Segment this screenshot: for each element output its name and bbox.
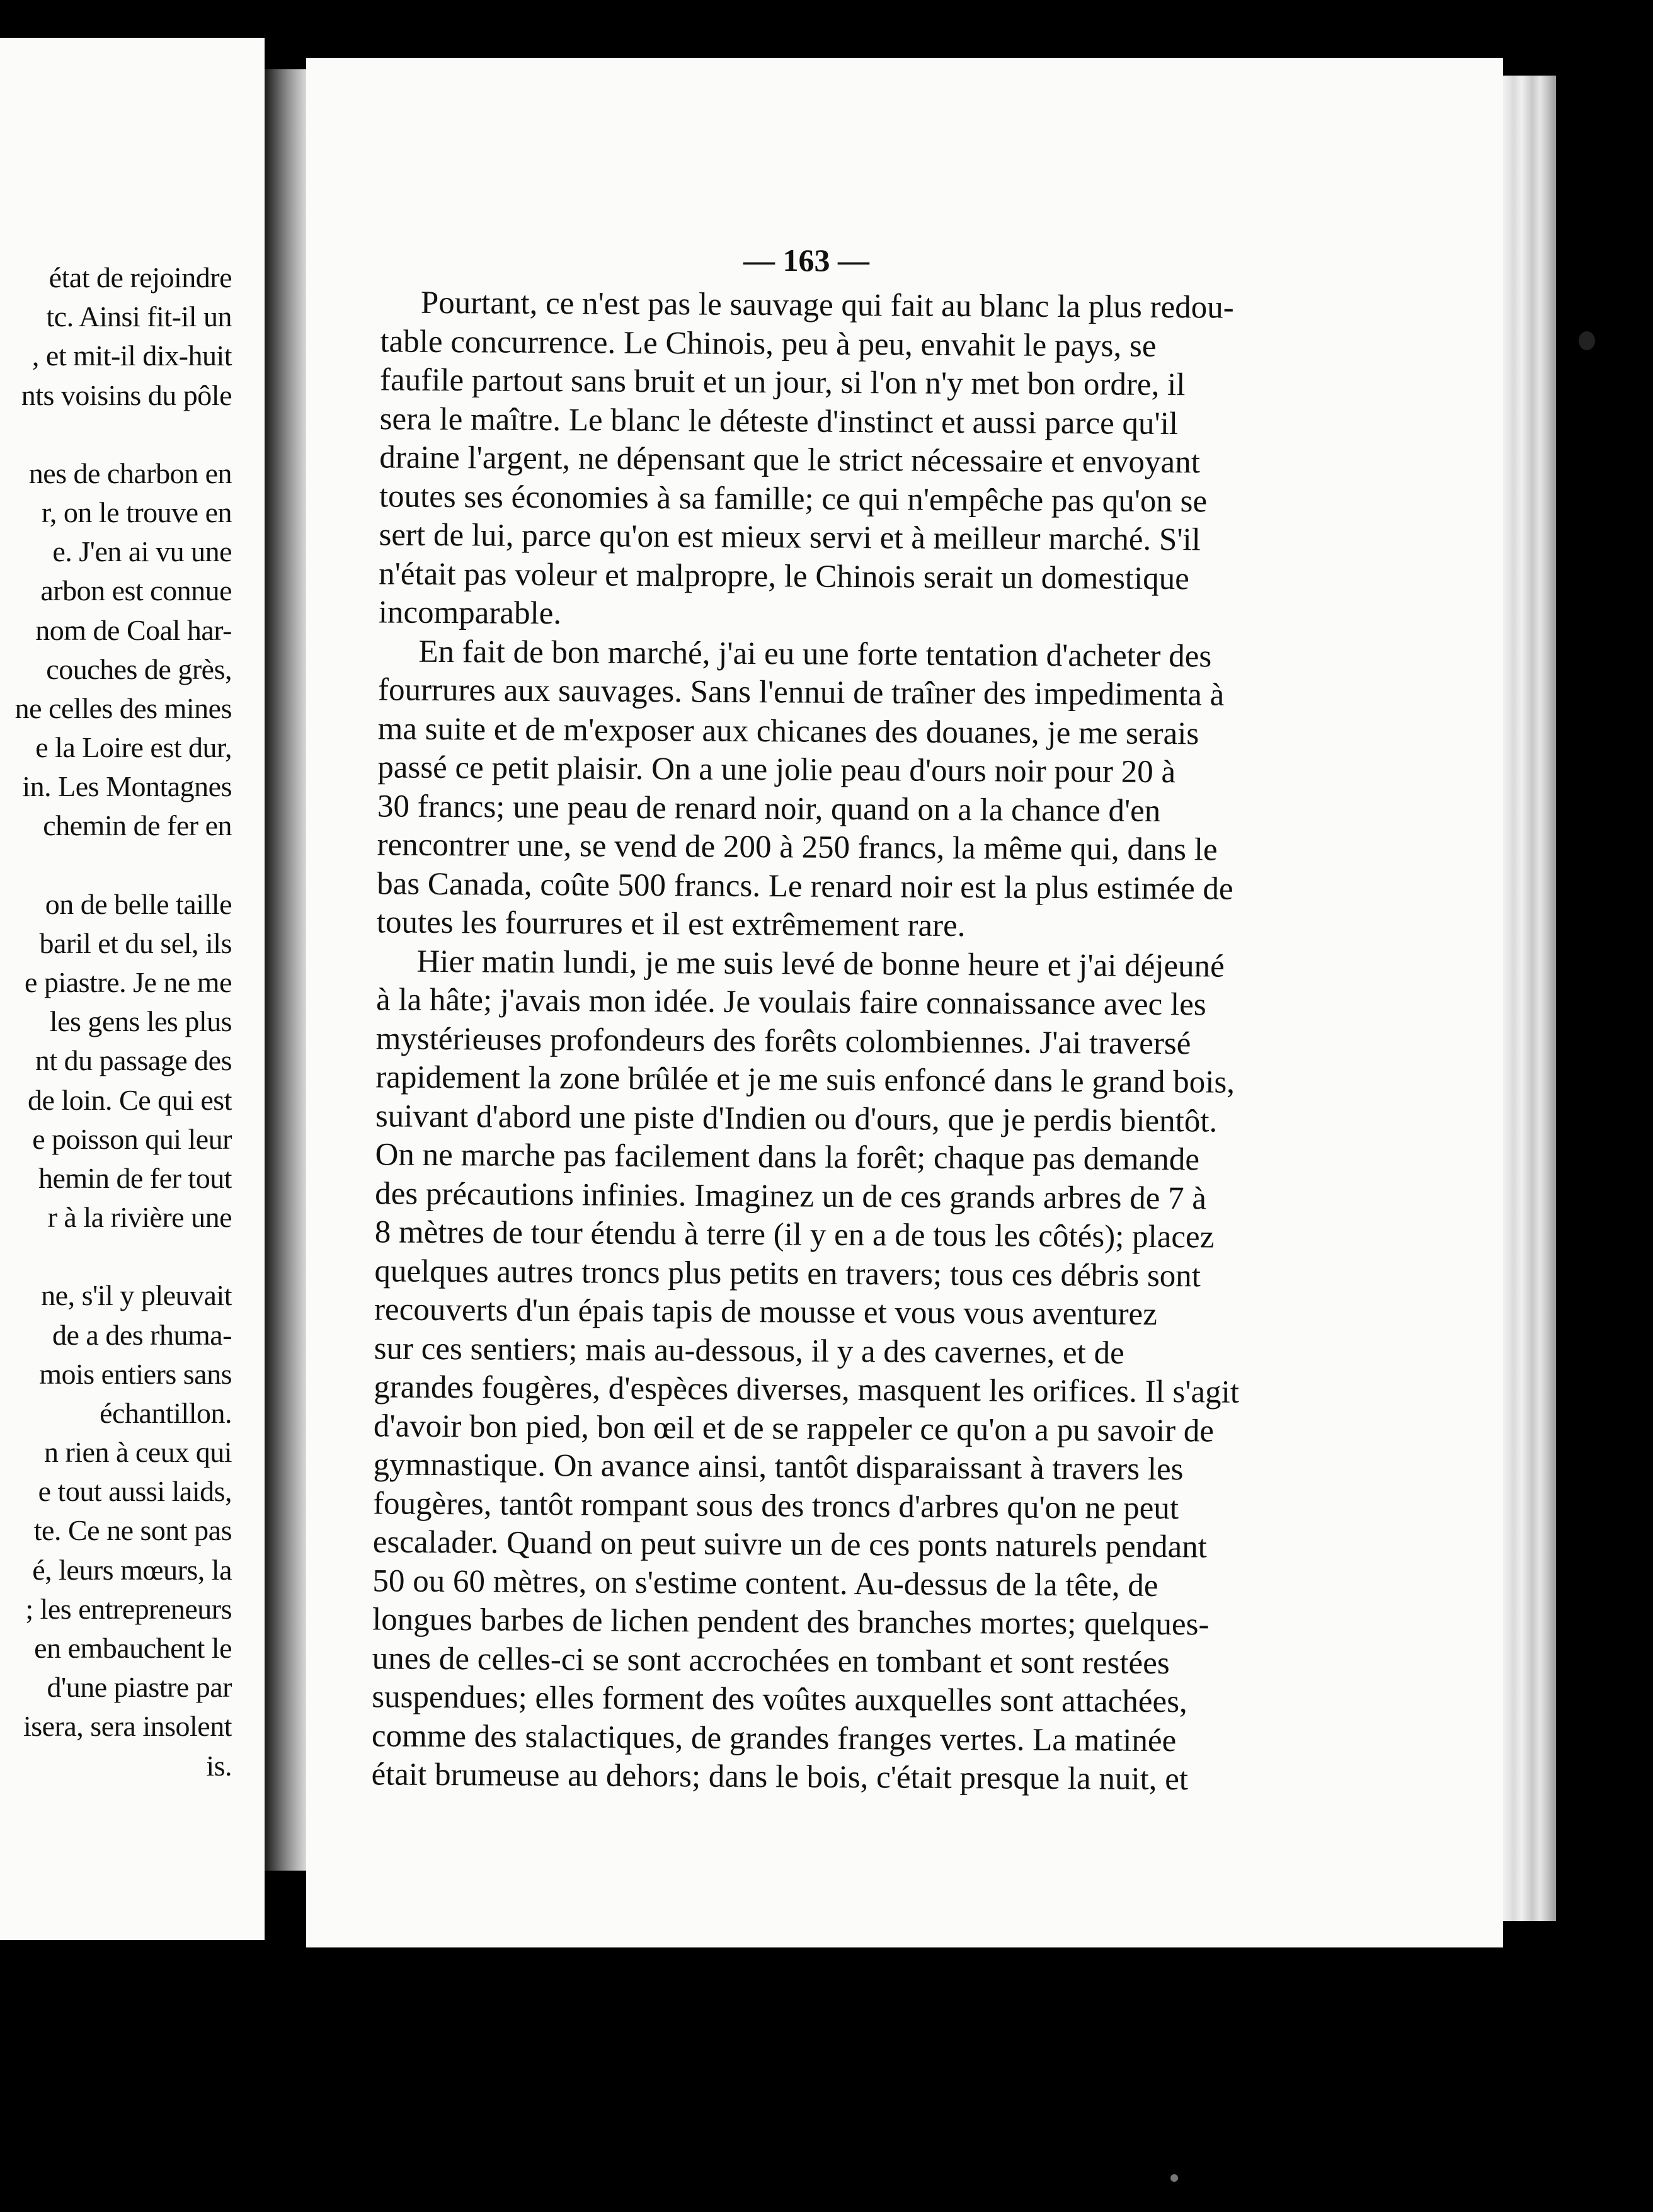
paragraph-gap	[0, 415, 232, 454]
text-line: état de rejoindre	[49, 261, 232, 294]
text-line: draine l'argent, ne dépensant que le strict nécessaire et envoyant	[379, 440, 1201, 481]
text-line: fougères, tantôt rompant sous des troncs d'arbres qu'on ne peut	[372, 1485, 1179, 1526]
paragraph-forest-walk	[331, 942, 1262, 1799]
page-edges	[1503, 76, 1556, 1921]
text-line: échantillon.	[100, 1396, 232, 1429]
text-line: couches de grès,	[46, 653, 232, 685]
text-line: bas Canada, coûte 500 francs. Le renard noir est la plus estimée de	[377, 865, 1233, 907]
text-line: e tout aussi laids,	[38, 1475, 232, 1508]
text-line: rapidement la zone brûlée et je me suis enfoncé dans le grand bois,	[375, 1059, 1235, 1100]
text-line: suivant d'abord une piste d'Indien ou d'ours, que je perdis bientôt.	[375, 1098, 1218, 1139]
text-line: table concurrence. Le Chinois, peu à peu, envahit le pays, se	[380, 323, 1157, 364]
paragraph-fur-trade	[336, 632, 1264, 947]
text-line: e. J'en ai vu une	[52, 535, 232, 568]
text-line: mois entiers sans	[39, 1357, 232, 1390]
text-line: Pourtant, ce n'est pas le sauvage qui fait au blanc la plus redou-	[420, 285, 1234, 326]
text-line: 8 mètres de tour étendu à terre (il y en a de tous les côtés); placez	[374, 1214, 1215, 1255]
text-line: n rien à ceux qui	[43, 1436, 232, 1469]
text-line: hemin de fer tout	[38, 1161, 232, 1194]
text-line: e poisson qui leur	[32, 1122, 232, 1155]
text-line: ma suite et de m'exposer aux chicanes des douanes, je me serais	[377, 710, 1199, 751]
text-line: de loin. Ce qui est	[28, 1083, 232, 1116]
text-line: des précautions infinies. Imaginez un de ces grands arbres de 7 à	[375, 1175, 1207, 1216]
text-line: 50 ou 60 mètres, on s'estime content. Au-dessus de la tête, de	[372, 1563, 1158, 1604]
text-line: chemin de fer en	[43, 809, 232, 842]
paragraph-chinese-competition	[338, 283, 1266, 637]
text-line: 30 francs; une peau de renard noir, quand on a la chance d'en	[377, 788, 1161, 829]
text-line: in. Les Montagnes	[22, 770, 232, 803]
text-line: toutes ses économies à sa famille; ce qui n'empêche pas qu'on se	[379, 478, 1208, 519]
text-line: à la hâte; j'avais mon idée. Je voulais faire connaissance avec les	[375, 982, 1206, 1023]
text-line: baril et du sel, ils	[39, 926, 232, 959]
text-line: escalader. Quand on peut suivre un de ces ponts naturels pendant	[372, 1524, 1208, 1565]
page-body-text	[331, 283, 1266, 1799]
text-line: était brumeuse au dehors; dans le bois, c'était presque la nuit, et	[371, 1757, 1189, 1798]
text-line: ne celles des mines	[14, 692, 232, 724]
text-line: toutes les fourrures et il est extrêmement rare.	[376, 904, 966, 944]
text-line: recouverts d'un épais tapis de mousse et vous vous aventurez	[374, 1292, 1157, 1332]
text-line: suspendues; elles forment des voûtes auxquelles sont attachées,	[372, 1679, 1187, 1720]
paragraph-gap	[0, 846, 232, 885]
book-gutter-shadow	[265, 69, 306, 1871]
text-line: n'était pas voleur et malpropre, le Chinois serait un domestique	[379, 556, 1190, 596]
text-line: nt du passage des	[35, 1044, 232, 1077]
ink-speck	[1579, 331, 1595, 350]
text-line: rencontrer une, se vend de 200 à 250 francs, la même qui, dans le	[377, 827, 1218, 868]
text-line: incomparable.	[378, 595, 562, 632]
text-line: passé ce petit plaisir. On a une jolie peau d'ours noir pour 20 à	[377, 750, 1176, 790]
text-line: Hier matin lundi, je me suis levé de bonne heure et j'ai déjeuné	[416, 944, 1225, 984]
text-line: quelques autres troncs plus petits en travers; tous ces débris sont	[374, 1253, 1201, 1294]
text-line: faufile partout sans bruit et un jour, si l'on n'y met bon ordre, il	[379, 362, 1186, 403]
paragraph-gap	[0, 1237, 232, 1276]
text-line: sera le maître. Le blanc le déteste d'instinct et aussi parce qu'il	[379, 401, 1179, 442]
text-line: comme des stalactiques, de grandes franges vertes. La matinée	[371, 1718, 1177, 1759]
text-line: En fait de bon marché, j'ai eu une forte tentation d'acheter des	[418, 634, 1212, 674]
text-line: r à la rivière une	[47, 1201, 232, 1234]
text-line: unes de celles-ci se sont accrochées en tombant et sont restées	[372, 1640, 1170, 1681]
text-line: , et mit-il dix-huit	[31, 339, 232, 372]
text-line: sert de lui, parce qu'on est mieux servi et à meilleur marché. S'il	[379, 517, 1201, 558]
text-line: sur ces sentiers; mais au-dessous, il y a des cavernes, et de	[374, 1330, 1124, 1371]
text-line: tc. Ainsi fit-il un	[46, 300, 232, 333]
text-line: les gens les plus	[49, 1005, 232, 1038]
text-line: mystérieuses profondeurs des forêts colombiennes. J'ai traversé	[375, 1020, 1191, 1061]
text-line: gymnastique. On avance ainsi, tantôt disparaissant à travers les	[373, 1447, 1184, 1488]
left-page-text	[0, 258, 232, 1786]
text-line: is.	[206, 1749, 232, 1782]
text-line: r, on le trouve en	[41, 496, 232, 528]
text-line: d'avoir bon pied, bon œil et de se rappeler ce qu'on a pu savoir de	[373, 1408, 1215, 1449]
text-line: longues barbes de lichen pendent des branches mortes; quelques-	[372, 1602, 1210, 1643]
text-line: te. Ce ne sont pas	[33, 1514, 232, 1547]
page-number: — 163 —	[743, 242, 869, 278]
text-line: nom de Coal har-	[35, 613, 232, 646]
text-line: ; les entrepreneurs	[25, 1592, 232, 1625]
text-line: nes de charbon en	[28, 457, 232, 489]
text-line: e piastre. Je ne me	[25, 966, 232, 998]
text-line: e la Loire est dur,	[35, 731, 232, 764]
text-line: arbon est connue	[40, 574, 232, 607]
text-line: de a des rhuma-	[52, 1318, 232, 1351]
text-line: é, leurs mœurs, la	[32, 1553, 232, 1586]
text-line: nts voisins du pôle	[21, 379, 232, 411]
text-line: On ne marche pas facilement dans la forêt; chaque pas demande	[375, 1137, 1200, 1178]
left-facing-page	[0, 38, 265, 1940]
text-line: grandes fougères, d'espèces diverses, masquent les orifices. Il s'agit	[374, 1369, 1240, 1410]
text-line: isera, sera insolent	[23, 1710, 232, 1743]
text-line: d'une piastre par	[47, 1671, 232, 1704]
text-line: fourrures aux sauvages. Sans l'ennui de traîner des impedimenta à	[377, 672, 1225, 713]
text-line: en embauchent le	[34, 1632, 232, 1664]
text-line: on de belle taille	[45, 887, 232, 920]
ink-speck	[1170, 2174, 1178, 2182]
text-line: ne, s'il y pleuvait	[41, 1279, 232, 1312]
